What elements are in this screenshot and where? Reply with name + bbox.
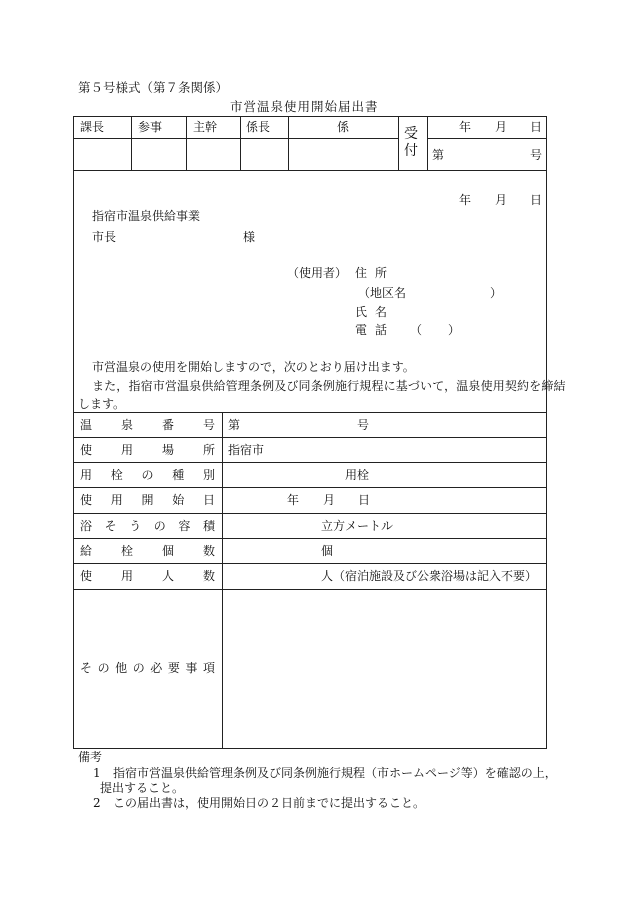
tap-type-value[interactable]: 用栓 <box>345 468 370 482</box>
stamp-box-councilor[interactable] <box>132 139 185 169</box>
stamp-box-chief-officer[interactable] <box>187 139 239 169</box>
receipt-date-year: 年 <box>459 120 472 134</box>
row-label-tap-count: 給 栓 個 数 <box>80 544 215 558</box>
stamp-box-staff[interactable] <box>289 139 397 169</box>
user-label: （使用者） <box>287 266 348 280</box>
letter-body-2b: します。 <box>78 397 126 411</box>
district-close: ） <box>490 286 503 300</box>
spring-number-prefix: 第 <box>228 418 241 432</box>
receipt-date-month: 月 <box>495 120 508 134</box>
letter-date-day: 日 <box>530 193 543 207</box>
row-label-other-matters: そ の 他 の 必 要 事 項 <box>80 661 215 675</box>
letter-body-1: 市営温泉の使用を開始しますので，次のとおり届け出ます。 <box>92 360 415 374</box>
letter-body-2a: また，指宿市営温泉供給管理条例及び同条例施行規程に基づいて，温泉使用契約を締結 <box>92 379 566 393</box>
receipt-date-day: 日 <box>530 120 543 134</box>
approval-header-subsection-chief: 係長 <box>246 120 271 134</box>
receipt-label-2: 付 <box>404 143 418 159</box>
phone-open: （ <box>410 323 423 337</box>
note-1-number: 1 <box>93 766 101 780</box>
spring-number-suffix: 号 <box>357 418 370 432</box>
address-label-2: 所 <box>375 266 388 280</box>
address-label-1: 住 <box>355 266 368 280</box>
receipt-label-1: 受 <box>404 126 418 142</box>
note-2-number: 2 <box>93 796 101 810</box>
district-label: （地区名 <box>358 286 407 300</box>
row-label-usage-location: 使 用 場 所 <box>80 443 215 457</box>
approval-header-staff: 係 <box>337 120 350 134</box>
note-1-line-a: 指宿市営温泉供給管理条例及び同条例施行規程（市ホームページ等）を確認の上， <box>113 766 557 780</box>
approval-header-councilor: 参事 <box>138 120 163 134</box>
note-2-text: この届出書は，使用開始日の２日前までに提出すること。 <box>113 796 426 810</box>
start-date-year: 年 <box>287 493 300 507</box>
name-label-1: 氏 <box>355 305 368 319</box>
addressee-line-1: 指宿市温泉供給事業 <box>92 209 201 223</box>
form-title: 市営温泉使用開始届出書 <box>230 99 379 114</box>
letter-date-month: 月 <box>495 193 508 207</box>
user-count-value[interactable]: 人（宿泊施設及び公衆浴場は記入不要） <box>321 569 538 583</box>
note-1-line-b: 提出すること。 <box>100 781 185 795</box>
receipt-number-prefix: 第 <box>432 148 445 162</box>
row-label-spring-number: 温 泉 番 号 <box>80 418 215 432</box>
tap-count-value[interactable]: 個 <box>321 544 334 558</box>
approval-header-chief-officer: 主幹 <box>193 120 218 134</box>
stamp-box-subsection-chief[interactable] <box>241 139 287 169</box>
row-label-start-date: 使 用 開 始 日 <box>80 493 215 507</box>
stamp-box-section-chief[interactable] <box>74 139 130 169</box>
addressee-line-2: 市長 <box>92 230 117 244</box>
approval-header-section-chief: 課長 <box>80 120 105 134</box>
row-label-bath-volume: 浴 そ う の 容 積 <box>80 519 215 533</box>
row-label-tap-type: 用 栓 の 種 別 <box>80 468 215 482</box>
letter-date-year: 年 <box>459 193 472 207</box>
phone-close: ） <box>448 323 461 337</box>
usage-location-value[interactable]: 指宿市 <box>228 443 265 457</box>
start-date-day: 日 <box>358 493 371 507</box>
receipt-number-suffix: 号 <box>530 148 543 162</box>
form-number: 第５号様式（第７条関係） <box>78 80 229 95</box>
other-matters-field[interactable] <box>224 591 544 746</box>
name-label-2: 名 <box>375 305 388 319</box>
start-date-month: 月 <box>323 493 336 507</box>
phone-label-1: 電 <box>355 323 368 337</box>
addressee-honorific: 様 <box>243 230 256 244</box>
phone-label-2: 話 <box>375 323 388 337</box>
bath-volume-value[interactable]: 立方メートル <box>321 519 394 533</box>
notes-heading: 備考 <box>78 750 103 764</box>
row-label-user-count: 使 用 人 数 <box>80 569 215 583</box>
